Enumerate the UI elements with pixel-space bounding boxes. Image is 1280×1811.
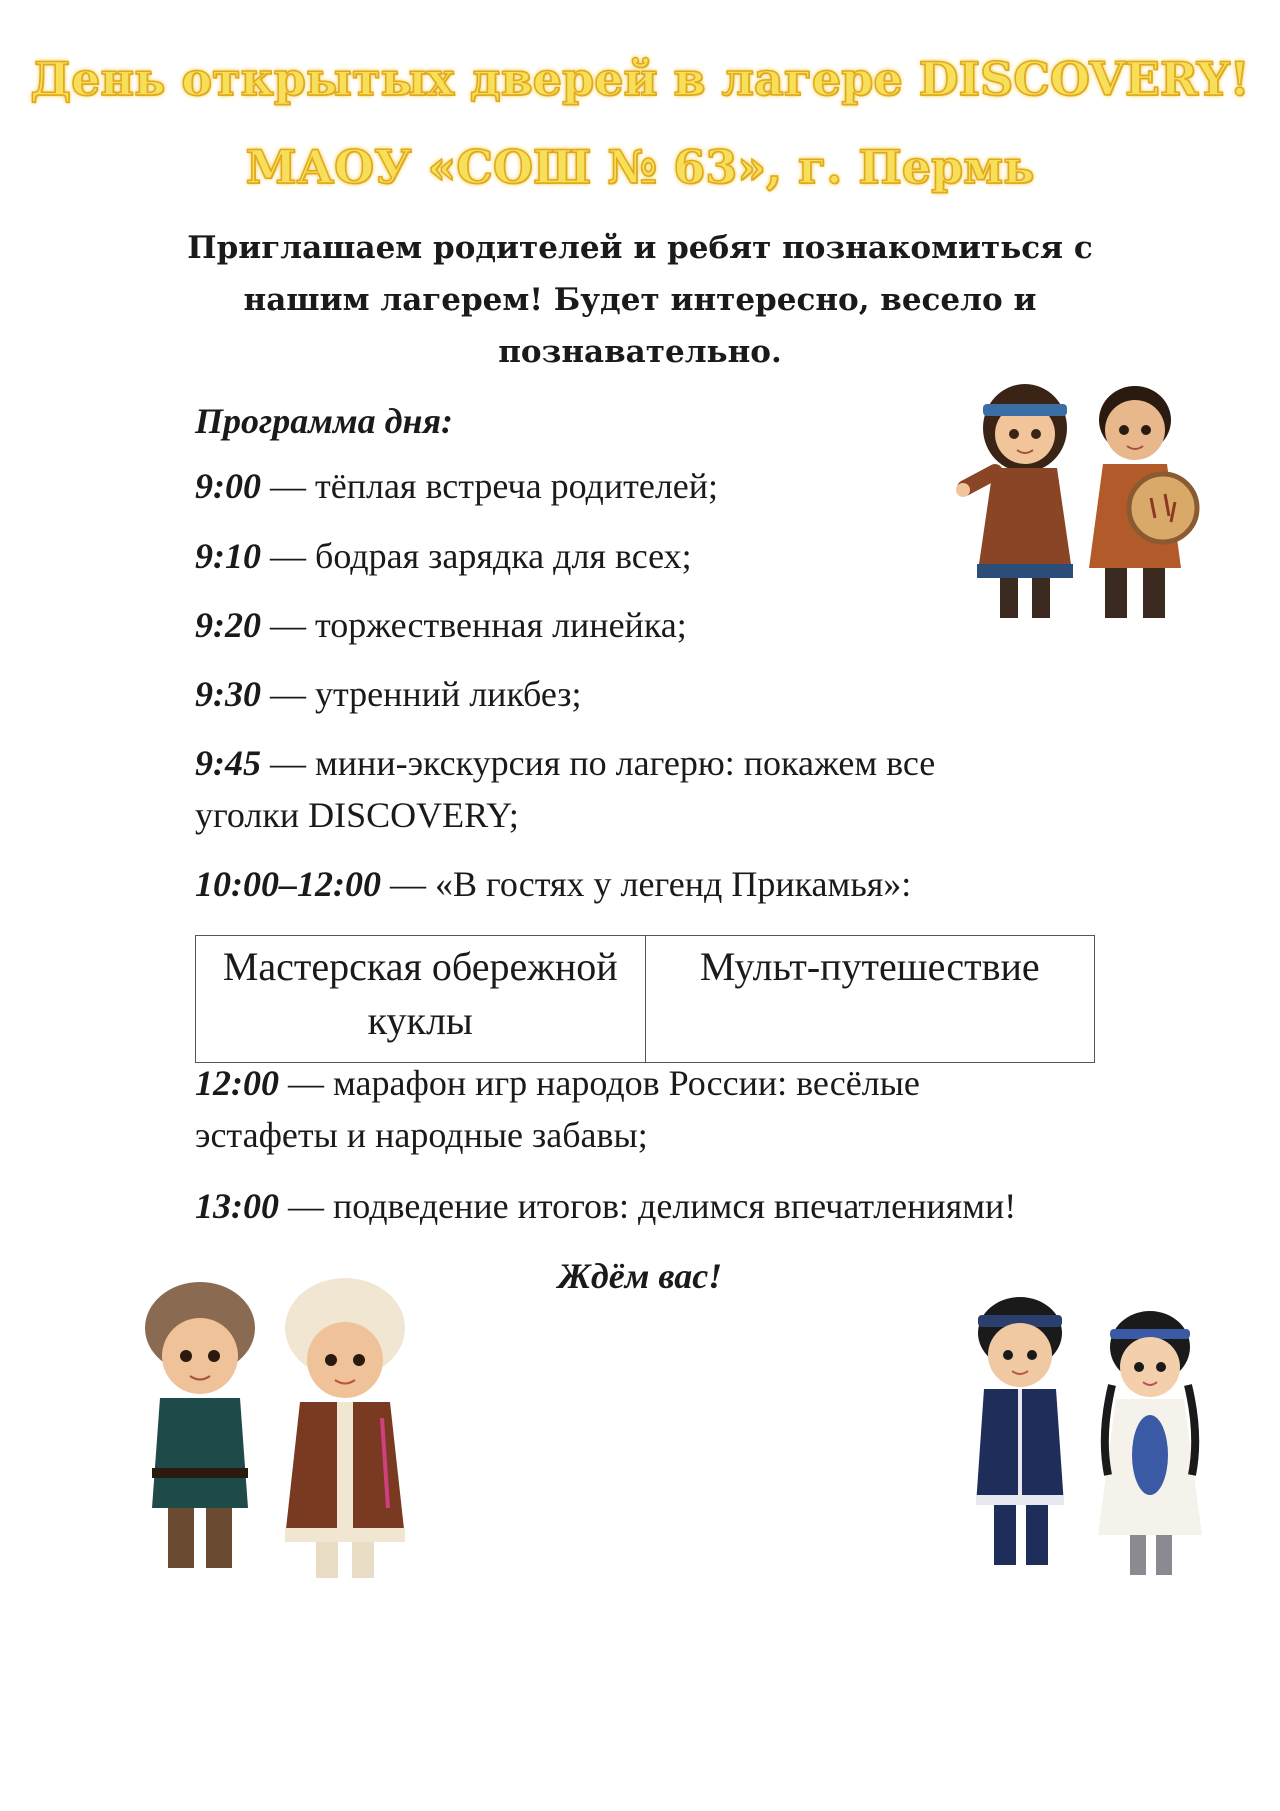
program-title: Программа дня: [195, 401, 453, 441]
workshops-table [195, 935, 1095, 1063]
closing-text: Ждём вас! [557, 1256, 723, 1296]
program-time: 13:00 [195, 1186, 279, 1226]
embroidered-children-illustration [950, 1285, 1225, 1595]
program-time: 9:30 [195, 674, 261, 714]
program-item [195, 858, 1135, 910]
program-desc: — подведение итогов: делимся впечатлениями! [279, 1186, 1017, 1226]
workshop-cell: Мастерская обережной куклы [196, 936, 646, 1063]
workshop-cell: Мульт-путешествие [645, 936, 1095, 1063]
intro-line-2: нашим лагерем! Будет интересно, весело и [243, 282, 1037, 318]
program-desc: — «В гостях у легенд Прикамья»: [380, 864, 912, 904]
intro-line-1: Приглашаем родителей и ребят познакомиться с [187, 230, 1093, 266]
program-desc: — марафон игр народов России: весёлые эстафеты и народные забавы; [195, 1063, 920, 1155]
program-desc: — бодрая зарядка для всех; [261, 536, 692, 576]
boy-figure [1089, 386, 1197, 618]
program-desc: — торжественная линейка; [261, 605, 687, 645]
program-time: 9:45 [195, 743, 261, 783]
page-title: День открытых дверей в лагере DISCOVERY! [30, 52, 1250, 106]
program-time: 9:20 [195, 605, 261, 645]
girl-figure [285, 1278, 405, 1578]
program-desc: — тёплая встреча родителей; [261, 466, 719, 506]
program-time: 12:00 [195, 1063, 279, 1103]
girl-figure [956, 384, 1073, 618]
intro-text [160, 222, 1120, 378]
intro-line-3: познавательно. [498, 334, 782, 370]
girl-figure [1098, 1311, 1202, 1575]
boy-figure [976, 1297, 1064, 1565]
program-time: 9:00 [195, 466, 261, 506]
program-desc: — мини-экскурсия по лагерю: покажем все уголки DISCOVERY; [195, 743, 936, 835]
page-subtitle: МАОУ «СОШ № 63», г. Пермь [245, 140, 1035, 194]
program-desc: — утренний ликбез; [261, 674, 582, 714]
program-time: 9:10 [195, 536, 261, 576]
folk-children-illustration [955, 368, 1205, 638]
boy-figure [145, 1282, 255, 1568]
program-item [195, 1180, 1195, 1232]
program-item [195, 1057, 1015, 1161]
fur-hat-children-illustration [120, 1268, 430, 1598]
program-time: 10:00–12:00 [195, 864, 381, 904]
program-item [195, 737, 1015, 841]
program-item [195, 668, 1135, 720]
